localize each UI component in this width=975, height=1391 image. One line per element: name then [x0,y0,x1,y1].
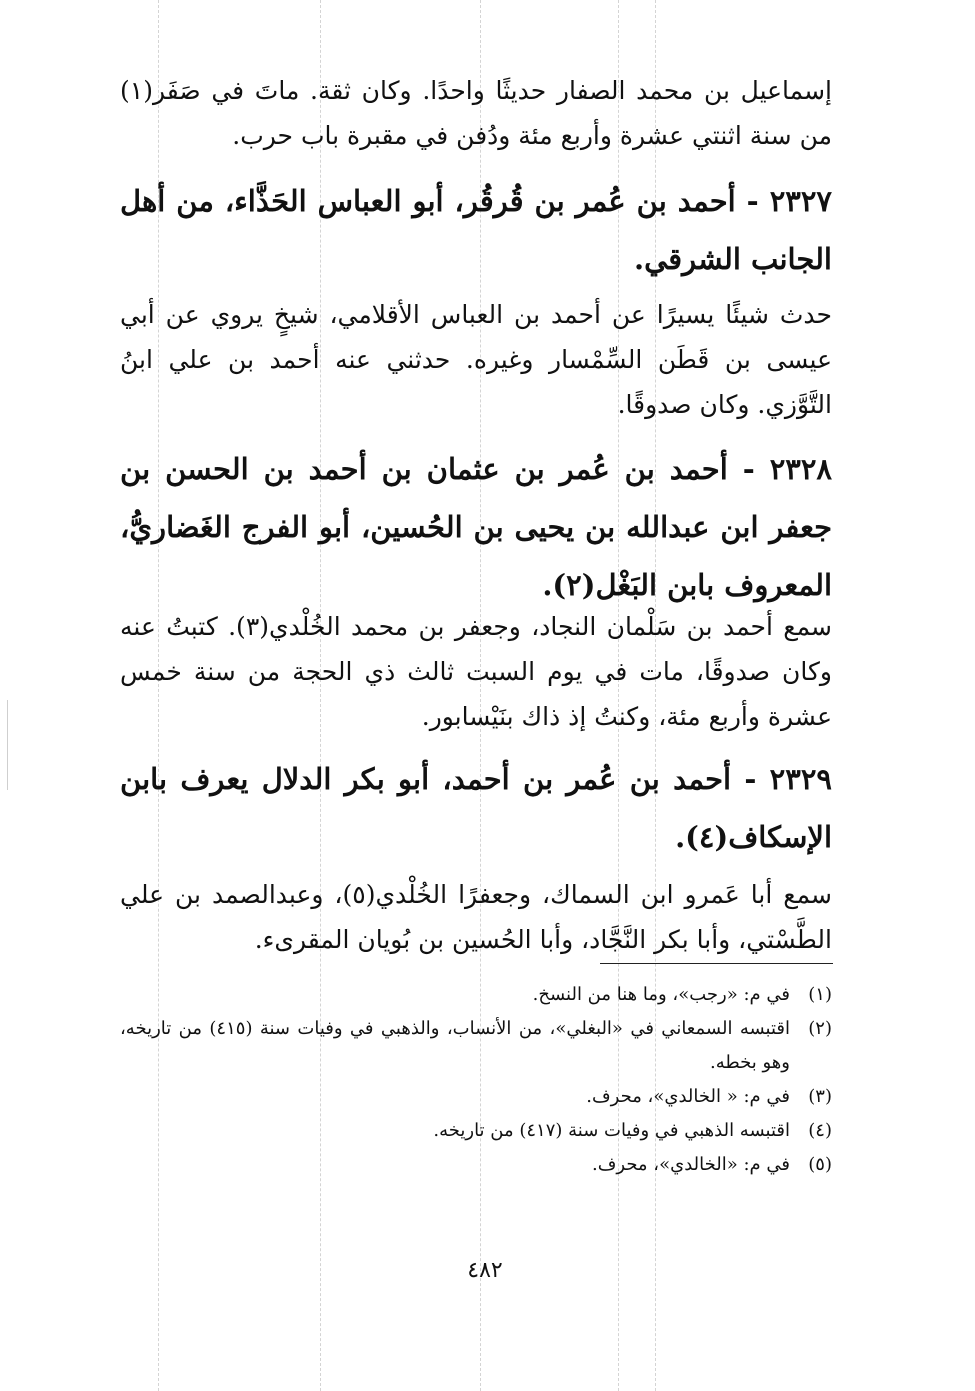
paragraph-text: حدث شيئًا يسيرًا عن أحمد بن العباس الأقلامي، شيخٍ يروي عن أبي عيسى بن قَطَن السِّمْسار وغيره. حدثني عنه أحمد بن علي ابنُ التَّوَّزي. وكان صدوقًا. [120,300,832,419]
footnote [120,1148,832,1182]
biography-entry-heading [120,440,832,614]
body-paragraph [120,604,832,739]
footnote [120,1080,832,1114]
paragraph-text: إسماعيل بن محمد الصفار حديثًا واحدًا. وكان ثقة. ماتَ في صَفَر(١) من سنة اثنتي عشرة وأربع مئة ودُفن في مقبرة باب حرب. [120,76,832,150]
footnote-text: في م: « الخالدي»، محرف. [586,1086,790,1107]
footnotes [120,978,832,1182]
footnote-separator [600,963,833,964]
footnote-number: (٢) [808,1018,832,1039]
page-number: ٤٨٢ [467,1258,503,1283]
biography-entry-heading [120,750,832,866]
entry-number: ٢٣٢٨ [769,452,832,486]
body-paragraph [120,292,832,427]
footnote-number: (٤) [808,1120,832,1141]
footnote-text: في م: «رجب»، وما هنا من النسخ. [532,984,790,1005]
entry-title: - أحمد بن عُمر بن أحمد، أبو بكر الدلال يعرف بابن الإسكاف(٤). [120,762,832,854]
entry-title: - أحمد بن عُمر بن عثمان بن أحمد بن الحسن بن جعفر ابن عبدالله بن يحيى بن الحُسين، أبو الفرج الغَضاريُّ، المعروف بابن البَغْل(٢). [120,452,832,602]
footnote-number: (١) [808,984,832,1005]
scan-guide-line [7,700,8,790]
entry-title: - أحمد بن عُمر بن قُرقُر، أبو العباس الحَذَّاء، من أهل الجانب الشرقي. [120,184,832,276]
footnote [120,1114,832,1148]
entry-number: ٢٣٢٩ [769,762,832,796]
body-paragraph [120,872,832,962]
paragraph-text: سمع أبا عَمرو ابن السماك، وجعفرًا الخُلْدي(٥)، وعبدالصمد بن علي الطَّسْتي، وأبا بكر النَّجَّاد، وأبا الحُسين بن بُويان المقرىء. [120,880,832,954]
footnote-text: اقتبسه الذهبي في وفيات سنة (٤١٧) من تاريخه. [433,1120,790,1141]
footnote-text: اقتبسه السمعاني في «البغلي»، من الأنساب، والذهبي في وفيات سنة (٤١٥) من تاريخه، وهو بخطه. [120,1018,791,1073]
footnote [120,978,832,1012]
paragraph-text: سمع أحمد بن سَلْمان النجاد، وجعفر بن محمد الخُلْدي(٣). كتبتُ عنه وكان صدوقًا، مات في يوم السبت ثالث ذي الحجة من سنة خمس عشرة وأربع مئة، وكنتُ إذ ذاك بنَيْسابور. [120,612,832,731]
biography-entry-heading [120,172,832,288]
footnote-text: في م: «الخالدي»، محرف. [592,1154,790,1175]
footnote-number: (٣) [808,1086,832,1107]
footnote [120,1012,832,1080]
entry-number: ٢٣٢٧ [769,184,832,218]
footnote-number: (٥) [808,1154,832,1175]
body-paragraph [120,68,832,158]
